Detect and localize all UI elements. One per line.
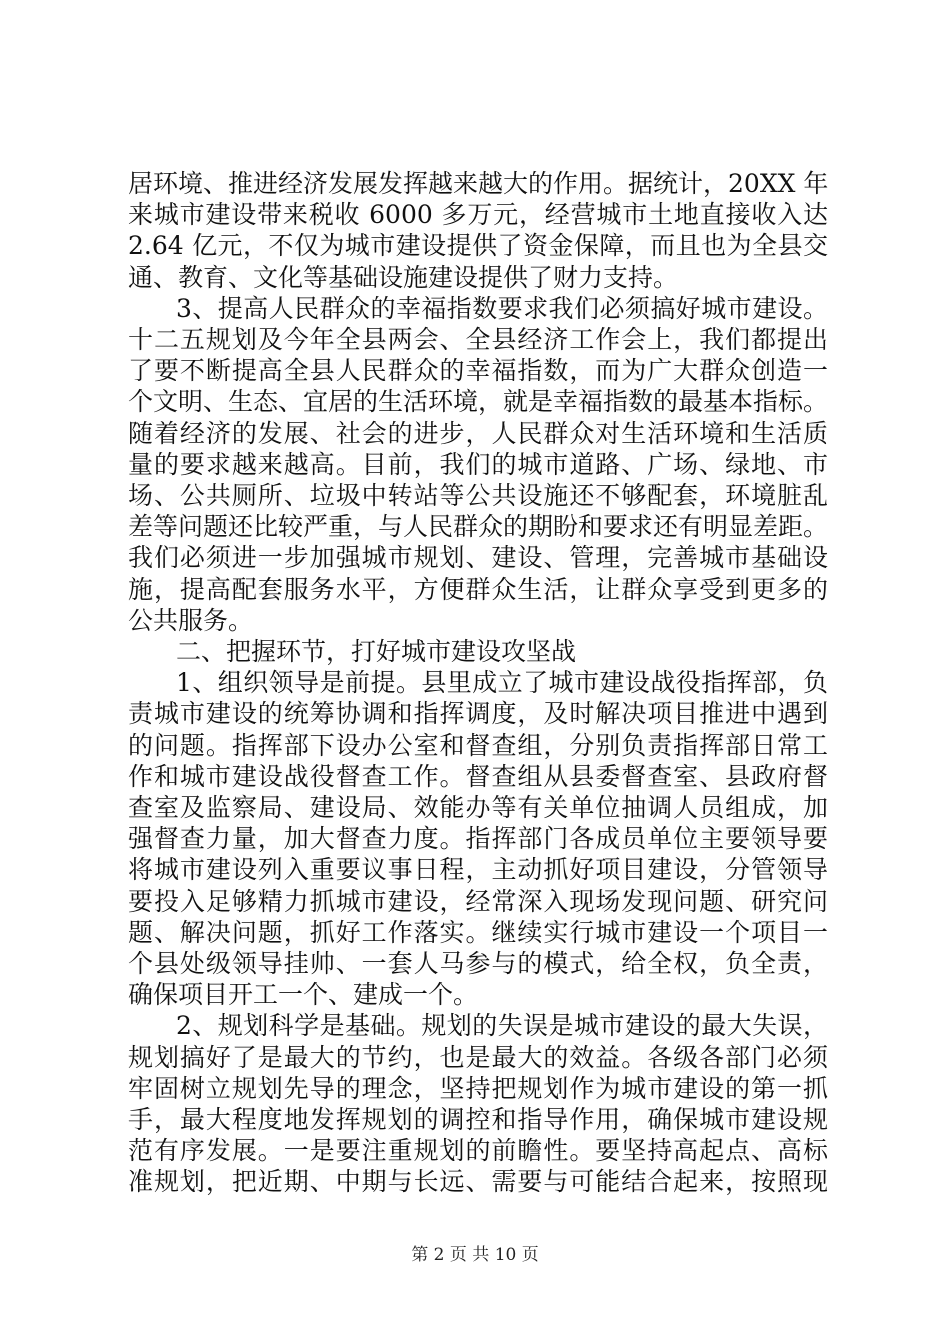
text-line: 责城市建设的统筹协调和指挥调度，及时解决项目推进中遇到 bbox=[128, 699, 828, 729]
text-line: 来城市建设带来税收 6000 多万元，经营城市土地直接收入达 bbox=[128, 200, 828, 230]
text-line: 1、组织领导是前提。县里成立了城市建设战役指挥部，负 bbox=[176, 668, 828, 698]
text-line: 十二五规划及今年全县两会、全县经济工作会上，我们都提出 bbox=[128, 325, 828, 354]
text-line: 查室及监察局、建设局、效能办等有关单位抽调人员组成，加 bbox=[128, 793, 828, 822]
text-line: 施，提高配套服务水平，方便群众生活，让群众享受到更多的 bbox=[128, 574, 828, 604]
text-line: 通、教育、文化等基础设施建设提供了财力支持。 bbox=[128, 262, 679, 292]
text-line: 题、解决问题，抓好工作落实。继续实行城市建设一个项目一 bbox=[128, 917, 828, 947]
text-line: 作和城市建设战役督查工作。督查组从县委督查室、县政府督 bbox=[128, 761, 828, 791]
page-number: 第 2 页 共 10 页 bbox=[411, 1245, 539, 1265]
text-line: 牢固树立规划先导的理念，坚持把规划作为城市建设的第一抓 bbox=[128, 1073, 828, 1103]
text-line: 3、提高人民群众的幸福指数要求我们必须搞好城市建设。 bbox=[176, 293, 828, 323]
text-line: 确保项目开工一个、建成一个。 bbox=[128, 980, 479, 1010]
text-line: 我们必须进一步加强城市规划、建设、管理，完善城市基础设 bbox=[128, 543, 828, 573]
text-line: 2.64 亿元，不仅为城市建设提供了资金保障，而且也为全县交 bbox=[128, 231, 828, 261]
text-line: 2、规划科学是基础。规划的失误是城市建设的最大失误， bbox=[176, 1011, 828, 1041]
text-line: 场、公共厕所、垃圾中转站等公共设施还不够配套，环境脏乱 bbox=[128, 481, 828, 510]
text-line: 公共服务。 bbox=[128, 605, 254, 635]
text-line: 居环境、推进经济发展发挥越来越大的作用。据统计，20XX 年 bbox=[128, 169, 829, 198]
text-line: 随着经济的发展、社会的进步，人民群众对生活环境和生活质 bbox=[128, 418, 828, 448]
text-line: 个文明、生态、宜居的生活环境，就是幸福指数的最基本指标。 bbox=[128, 387, 829, 417]
text-line: 规划搞好了是最大的节约，也是最大的效益。各级各部门必须 bbox=[128, 1042, 828, 1072]
text-line: 手，最大程度地发挥规划的调控和指导作用，确保城市建设规 bbox=[128, 1105, 828, 1134]
text-line: 了要不断提高全县人民群众的幸福指数，而为广大群众创造一 bbox=[128, 356, 828, 386]
text-line: 强督查力量，加大督查力度。指挥部门各成员单位主要领导要 bbox=[128, 824, 828, 854]
text-line: 的问题。指挥部下设办公室和督查组，分别负责指挥部日常工 bbox=[128, 730, 828, 760]
text-line: 将城市建设列入重要议事日程，主动抓好项目建设，分管领导 bbox=[128, 855, 828, 885]
text-line: 准规划，把近期、中期与长远、需要与可能结合起来，按照现 bbox=[128, 1167, 828, 1197]
text-line: 量的要求越来越高。目前，我们的城市道路、广场、绿地、市 bbox=[128, 449, 828, 479]
text-line: 差等问题还比较严重，与人民群众的期盼和要求还有明显差距。 bbox=[128, 512, 829, 542]
text-line: 个县处级领导挂帅、一套人马参与的模式，给全权，负全责， bbox=[128, 949, 828, 978]
text-line: 要投入足够精力抓城市建设，经常深入现场发现问题、研究问 bbox=[128, 886, 828, 916]
text-line: 范有序发展。一是要注重规划的前瞻性。要坚持高起点、高标 bbox=[128, 1136, 828, 1166]
section-heading: 二、把握环节，打好城市建设攻坚战 bbox=[176, 637, 577, 666]
